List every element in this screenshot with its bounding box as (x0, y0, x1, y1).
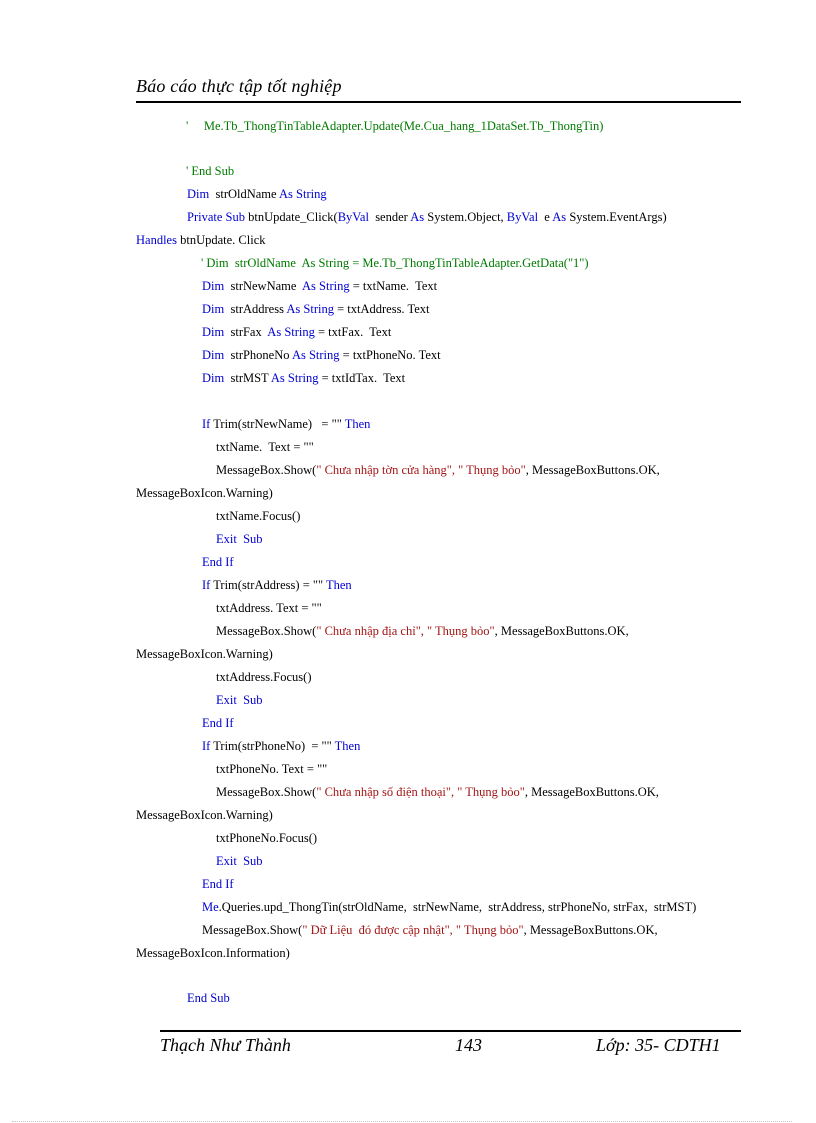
footer-divider (160, 1030, 741, 1032)
code-keyword: As String (270, 371, 319, 385)
page-header-title: Báo cáo thực tập tốt nghiệp (136, 76, 342, 96)
code-line (202, 899, 696, 915)
code-keyword: As String (291, 348, 340, 362)
code-keyword: As (552, 210, 567, 224)
code-keyword: Then (344, 417, 371, 431)
code-text: btnUpdate. Click (176, 233, 266, 247)
code-text: btnUpdate_Click( (244, 210, 338, 224)
code-line (216, 462, 660, 478)
code-line (202, 922, 658, 938)
code-line: txtPhoneNo. Text = "" (216, 762, 328, 776)
code-text: e (538, 210, 553, 224)
code-line: txtAddress. Text = "" (216, 601, 322, 615)
code-line (187, 209, 667, 225)
page-edge-divider (12, 1121, 792, 1122)
code-text: MessageBox.Show( (216, 463, 317, 477)
code-text: System.Object, (424, 210, 507, 224)
code-text: , MessageBoxButtons.OK, (524, 785, 659, 799)
code-line: txtName.Focus() (216, 509, 301, 523)
code-line: End If (202, 555, 234, 569)
code-keyword: If (202, 417, 211, 431)
code-text: strFax (224, 325, 268, 339)
code-line (202, 416, 370, 432)
code-keyword: As (410, 210, 425, 224)
code-keyword: Dim (202, 325, 225, 339)
code-line: MessageBoxIcon.Warning) (136, 486, 273, 500)
code-text: strPhoneNo (224, 348, 292, 362)
code-line: ' Dim strOldName As String = Me.Tb_ThongTinTableAdapter.GetData("1") (201, 256, 589, 270)
code-keyword: As String (267, 325, 315, 339)
code-text: strOldName (209, 187, 280, 201)
code-keyword: Dim (202, 302, 225, 316)
code-text: MessageBox.Show( (216, 785, 317, 799)
code-keyword: As String (286, 302, 334, 316)
code-line (202, 738, 360, 754)
code-text: sender (368, 210, 411, 224)
code-line: ' End Sub (186, 164, 235, 178)
code-keyword: Then (325, 578, 352, 592)
code-text: = txtIdTax. Text (318, 371, 406, 385)
code-keyword: Dim (187, 187, 210, 201)
footer-class: Lớp: 35- CDTH1 (596, 1035, 721, 1055)
code-line: txtPhoneNo.Focus() (216, 831, 318, 845)
footer-author: Thạch Như Thành (160, 1035, 291, 1055)
code-text: MessageBox.Show( (202, 923, 303, 937)
code-text: , MessageBoxButtons.OK, (525, 463, 660, 477)
code-keyword: Dim (202, 348, 225, 362)
code-keyword: As String (279, 187, 327, 201)
code-keyword: ByVal (506, 210, 539, 224)
code-line: End Sub (187, 991, 230, 1005)
code-line: ' Me.Tb_ThongTinTableAdapter.Update(Me.Cua_hang_1DataSet.Tb_ThongTin) (186, 119, 604, 133)
code-text: = txtName. Text (349, 279, 438, 293)
code-line: Exit Sub (216, 693, 263, 707)
code-keyword: As String (302, 279, 350, 293)
code-text: = txtFax. Text (314, 325, 392, 339)
code-keyword: Dim (202, 279, 225, 293)
code-string: " Chưa nhập địa chỉ", " Thụng bỏo" (316, 624, 495, 638)
code-line: txtAddress.Focus() (216, 670, 312, 684)
code-keyword: Handles (136, 233, 177, 247)
code-line (202, 278, 437, 294)
code-string: " Dữ Liệu đó được cập nhật", " Thụng bỏo" (302, 923, 524, 937)
code-line (187, 186, 327, 202)
header-divider (136, 101, 741, 103)
code-text: Trim(strPhoneNo) = "" (210, 739, 335, 753)
code-line: MessageBoxIcon.Warning) (136, 647, 273, 661)
code-line: End If (202, 877, 234, 891)
code-line (202, 301, 430, 317)
code-keyword: Private Sub (187, 210, 245, 224)
code-line: Exit Sub (216, 532, 263, 546)
code-line: txtName. Text = "" (216, 440, 314, 454)
code-text: Trim(strAddress) = "" (210, 578, 326, 592)
code-text: strNewName (224, 279, 302, 293)
code-line: MessageBoxIcon.Information) (136, 946, 290, 960)
code-line: End If (202, 716, 234, 730)
code-line (216, 784, 659, 800)
page-number: 143 (455, 1035, 482, 1055)
code-keyword: If (202, 578, 211, 592)
code-line (136, 232, 266, 248)
code-text: = txtPhoneNo. Text (339, 348, 441, 362)
code-keyword: ByVal (337, 210, 369, 224)
code-text: strAddress (224, 302, 287, 316)
code-string: " Chưa nhập số điện thoại", " Thụng bỏo" (316, 785, 525, 799)
code-line (202, 324, 391, 340)
code-text: MessageBox.Show( (216, 624, 317, 638)
code-keyword: If (202, 739, 211, 753)
code-line (202, 370, 405, 386)
code-line: MessageBoxIcon.Warning) (136, 808, 273, 822)
code-text: , MessageBoxButtons.OK, (523, 923, 658, 937)
code-text: System.EventArgs) (566, 210, 667, 224)
code-string: " Chưa nhập tờn cửa hàng", " Thụng bỏo" (316, 463, 526, 477)
code-text: strMST (224, 371, 271, 385)
code-text: = txtAddress. Text (333, 302, 430, 316)
code-text: Trim(strNewName) = "" (210, 417, 345, 431)
code-keyword: Me (202, 900, 219, 914)
code-text: , MessageBoxButtons.OK, (494, 624, 629, 638)
code-line: Exit Sub (216, 854, 263, 868)
code-line (202, 577, 352, 593)
code-line (202, 347, 441, 363)
code-line (216, 623, 629, 639)
code-keyword: Dim (202, 371, 225, 385)
code-text: .Queries.upd_ThongTin(strOldName, strNewName, strAddress, strPhoneNo, strFax, strMST) (218, 900, 697, 914)
code-keyword: Then (334, 739, 361, 753)
